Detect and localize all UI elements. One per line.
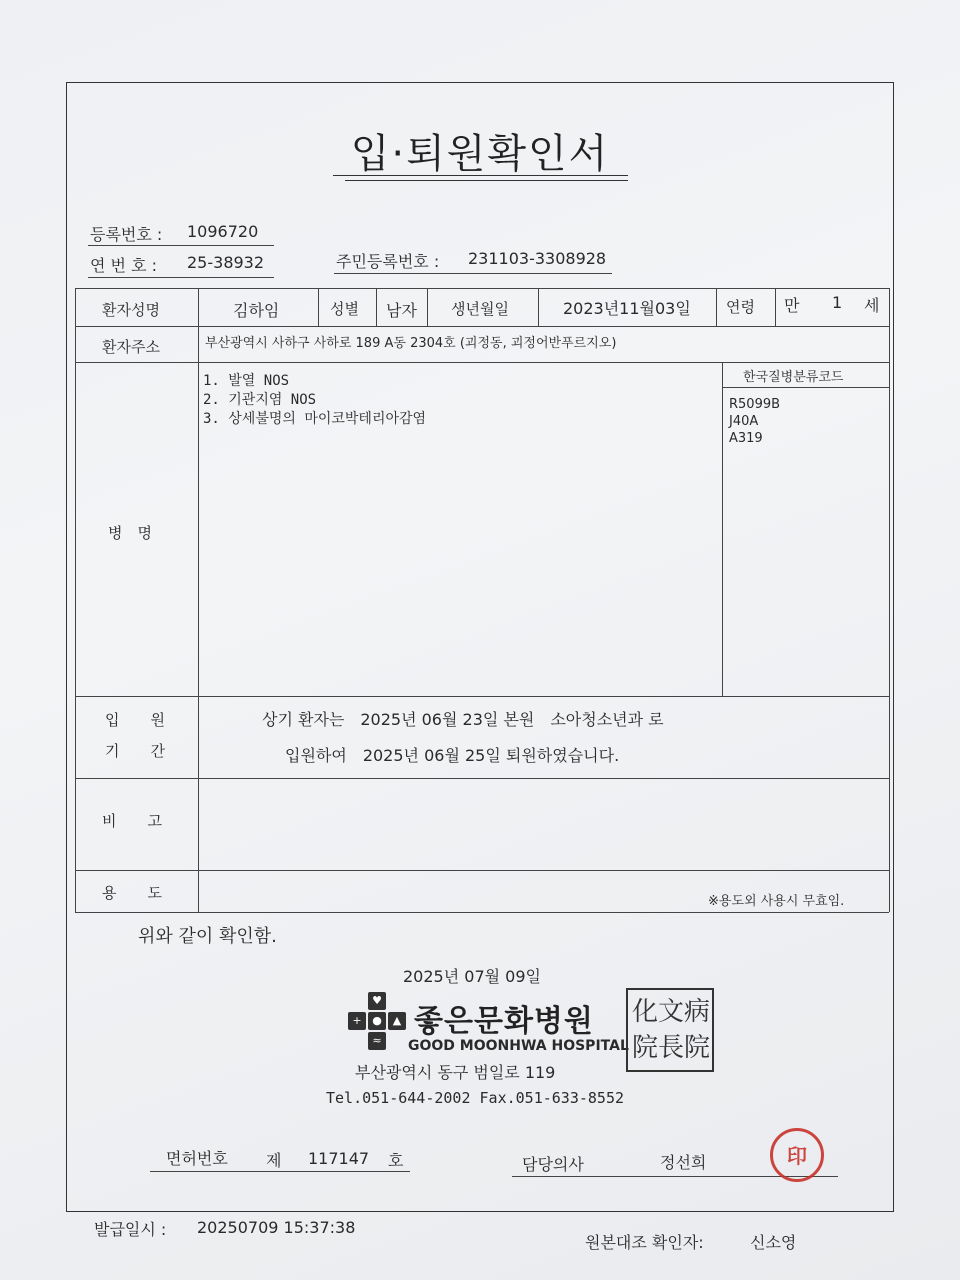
disease-code: J40A — [729, 414, 759, 429]
purpose-note: ※용도외 사용시 무효임. — [708, 894, 845, 909]
issued-datetime-label: 발급일시 : — [94, 1220, 167, 1239]
purpose-label: 용 도 — [102, 884, 170, 902]
age-label: 연령 — [726, 298, 755, 316]
admission-label: 입 원 — [105, 711, 173, 729]
patient-name: 김하임 — [233, 301, 280, 320]
verifier-name: 신소영 — [750, 1233, 797, 1252]
hospital-english-name: GOOD MOONHWA HOSPITAL — [408, 1038, 629, 1054]
diagnosis-item: 1. 발열 NOS — [203, 373, 290, 389]
resident-number-value: 231103-3308928 — [468, 249, 607, 268]
age-unit: 세 — [864, 296, 880, 315]
document-title: 입·퇴원확인서 — [350, 131, 610, 177]
diagnosis-item: 2. 기관지염 NOS — [203, 392, 317, 408]
license-label: 면허번호 — [166, 1149, 228, 1168]
verifier-label: 원본대조 확인자: — [585, 1233, 704, 1252]
hospital-contact: Tel.051-644-2002 Fax.051-633-8552 — [326, 1089, 625, 1107]
sex-label: 성별 — [330, 300, 359, 318]
sex-value: 남자 — [386, 301, 417, 320]
issued-datetime-value: 20250709 15:37:38 — [197, 1218, 356, 1237]
admission-label: 기 간 — [105, 742, 173, 760]
hospital-seal-icon: 化 文 病 院 長 院 — [626, 988, 714, 1072]
birthdate-label: 생년월일 — [451, 300, 509, 318]
disease-code: A319 — [729, 431, 763, 446]
doctor-label: 담당의사 — [522, 1155, 584, 1174]
disease-code-header: 한국질병분류코드 — [743, 370, 844, 385]
issue-date: 2025년 07월 09일 — [403, 967, 541, 986]
patient-name-label: 환자성명 — [102, 301, 160, 319]
registration-number-value: 1096720 — [187, 222, 259, 241]
license-prefix: 제 — [266, 1151, 282, 1170]
doctor-seal-icon: 印 — [770, 1128, 824, 1182]
address-label: 환자주소 — [102, 338, 160, 356]
serial-number-value: 25-38932 — [187, 253, 265, 272]
hospital-address: 부산광역시 동구 범일로 119 — [355, 1063, 556, 1082]
diagnosis-item: 3. 상세불명의 마이코박테리아감염 — [203, 411, 427, 427]
disease-code: R5099B — [729, 397, 781, 412]
birthdate-value: 2023년11월03일 — [563, 299, 691, 318]
age-value: 1 — [832, 293, 843, 312]
address-value: 부산광역시 사하구 사하로 189 A동 2304호 (괴정동, 괴정어반푸르지오) — [205, 336, 617, 351]
registration-number-label: 등록번호 : — [90, 225, 163, 244]
admission-text-line2: 입원하여 2025년 06월 25일 퇴원하였습니다. — [285, 746, 620, 765]
resident-number-label: 주민등록번호 : — [336, 252, 440, 271]
serial-number-label: 연 번 호 : — [90, 256, 158, 275]
admission-text-line1: 상기 환자는 2025년 06월 23일 본원 소아청소년과 로 — [262, 710, 664, 729]
doctor-name: 정선희 — [660, 1153, 707, 1172]
hospital-name: 좋은문화병원 — [414, 1004, 594, 1039]
remarks-label: 비 고 — [102, 812, 170, 830]
confirmation-text: 위와 같이 확인함. — [138, 926, 277, 947]
license-number: 117147 — [308, 1149, 370, 1168]
age-prefix: 만 — [784, 296, 800, 315]
license-suffix: 호 — [388, 1151, 404, 1170]
title-underline — [345, 180, 628, 181]
title-underline — [333, 175, 628, 176]
document-page: 입·퇴원확인서 등록번호 : 1096720 연 번 호 : 25-38932 주민등록번호 : 231103-3308928 환자성명 김하임 성별 남자 생년월일 2023년11월03일 연령 만 1 세 환자주소 부산광역시 사하구 사하로 189 A동 2304호 (괴정동, 괴정어반푸르지오) 병 명 1. 발열 NOS 2. 기관지염 NOS 3. 상세불명의 마이코박테리아감염 한국질병분류코드 R5099B J40A A319 입 원 기 간 상기 환자는 2025년 06월 23일 본원 소아청소년과 로 입원하여 2025년 06월 25일 퇴원하였습니다. 비 고 용 도 ※용도외 사용시 무효임. 위와 같이 확인함. 2025년 07월 09일 ♥ + ● ▲ ≈ 좋은문화병원 GOOD MOONHWA HOSPITAL 부산광역시 동구 범일로 119 Tel.051-644-2002 Fax.051-633-8552 化 文 病 院 長 院 면허번호 제 117147 호 담당의사 정선희 印 발급일시 : 20250709 15:37:38 원본대조 확인자: 신소영 — [0, 0, 960, 1280]
diagnosis-label: 병 명 — [108, 524, 152, 542]
